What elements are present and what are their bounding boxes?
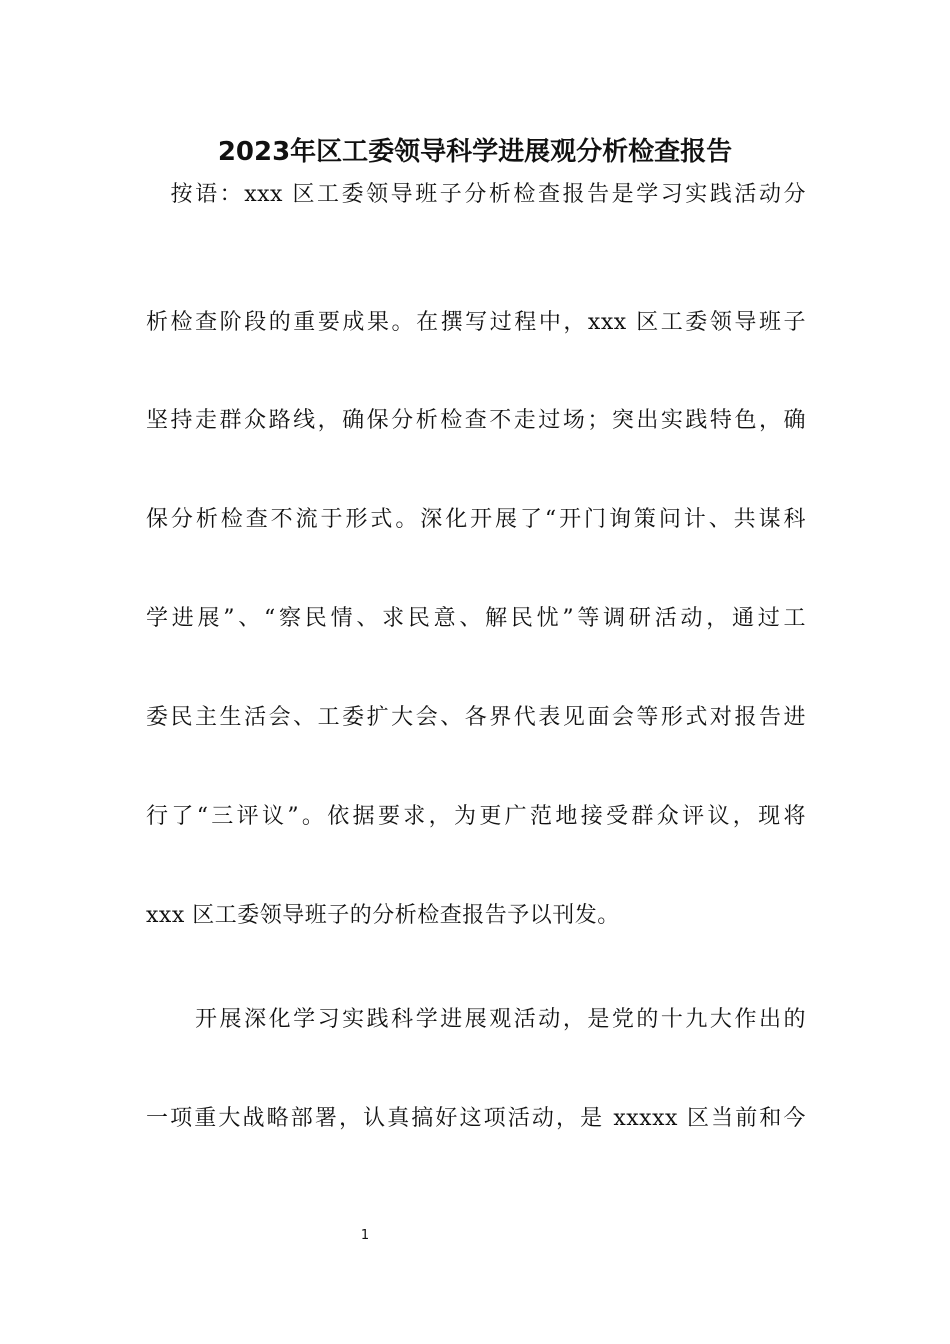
paragraph-line: 行了“三评议”。依据要求，为更广范地接受群众评议，现将 bbox=[146, 804, 806, 829]
paragraph-line: 开展深化学习实践科学进展观活动，是党的十九大作出的 bbox=[146, 1007, 806, 1032]
paragraph-line: 析检查阶段的重要成果。在撰写过程中，xxx 区工委领导班子 bbox=[146, 310, 806, 335]
paragraph-line: 保分析检查不流于形式。深化开展了“开门询策问计、共谋科 bbox=[146, 507, 806, 532]
paragraph-line: 按语：xxx 区工委领导班子分析检查报告是学习实践活动分 bbox=[146, 182, 806, 207]
paragraph-line: 坚持走群众路线，确保分析检查不走过场；突出实践特色，确 bbox=[146, 408, 806, 433]
paragraph-line: 一项重大战略部署，认真搞好这项活动，是 xxxxx 区当前和今 bbox=[146, 1106, 806, 1131]
paragraph-line: 学进展”、“察民情、求民意、解民忧”等调研活动，通过工 bbox=[146, 606, 806, 631]
document-title: 2023年区工委领导科学进展观分析检查报告 bbox=[217, 137, 733, 167]
paragraph-line: 委民主生活会、工委扩大会、各界代表见面会等形式对报告进 bbox=[146, 705, 806, 730]
paragraph-line: xxx 区工委领导班子的分析检查报告予以刊发。 bbox=[146, 903, 620, 928]
page-number: 1 bbox=[360, 1228, 370, 1243]
